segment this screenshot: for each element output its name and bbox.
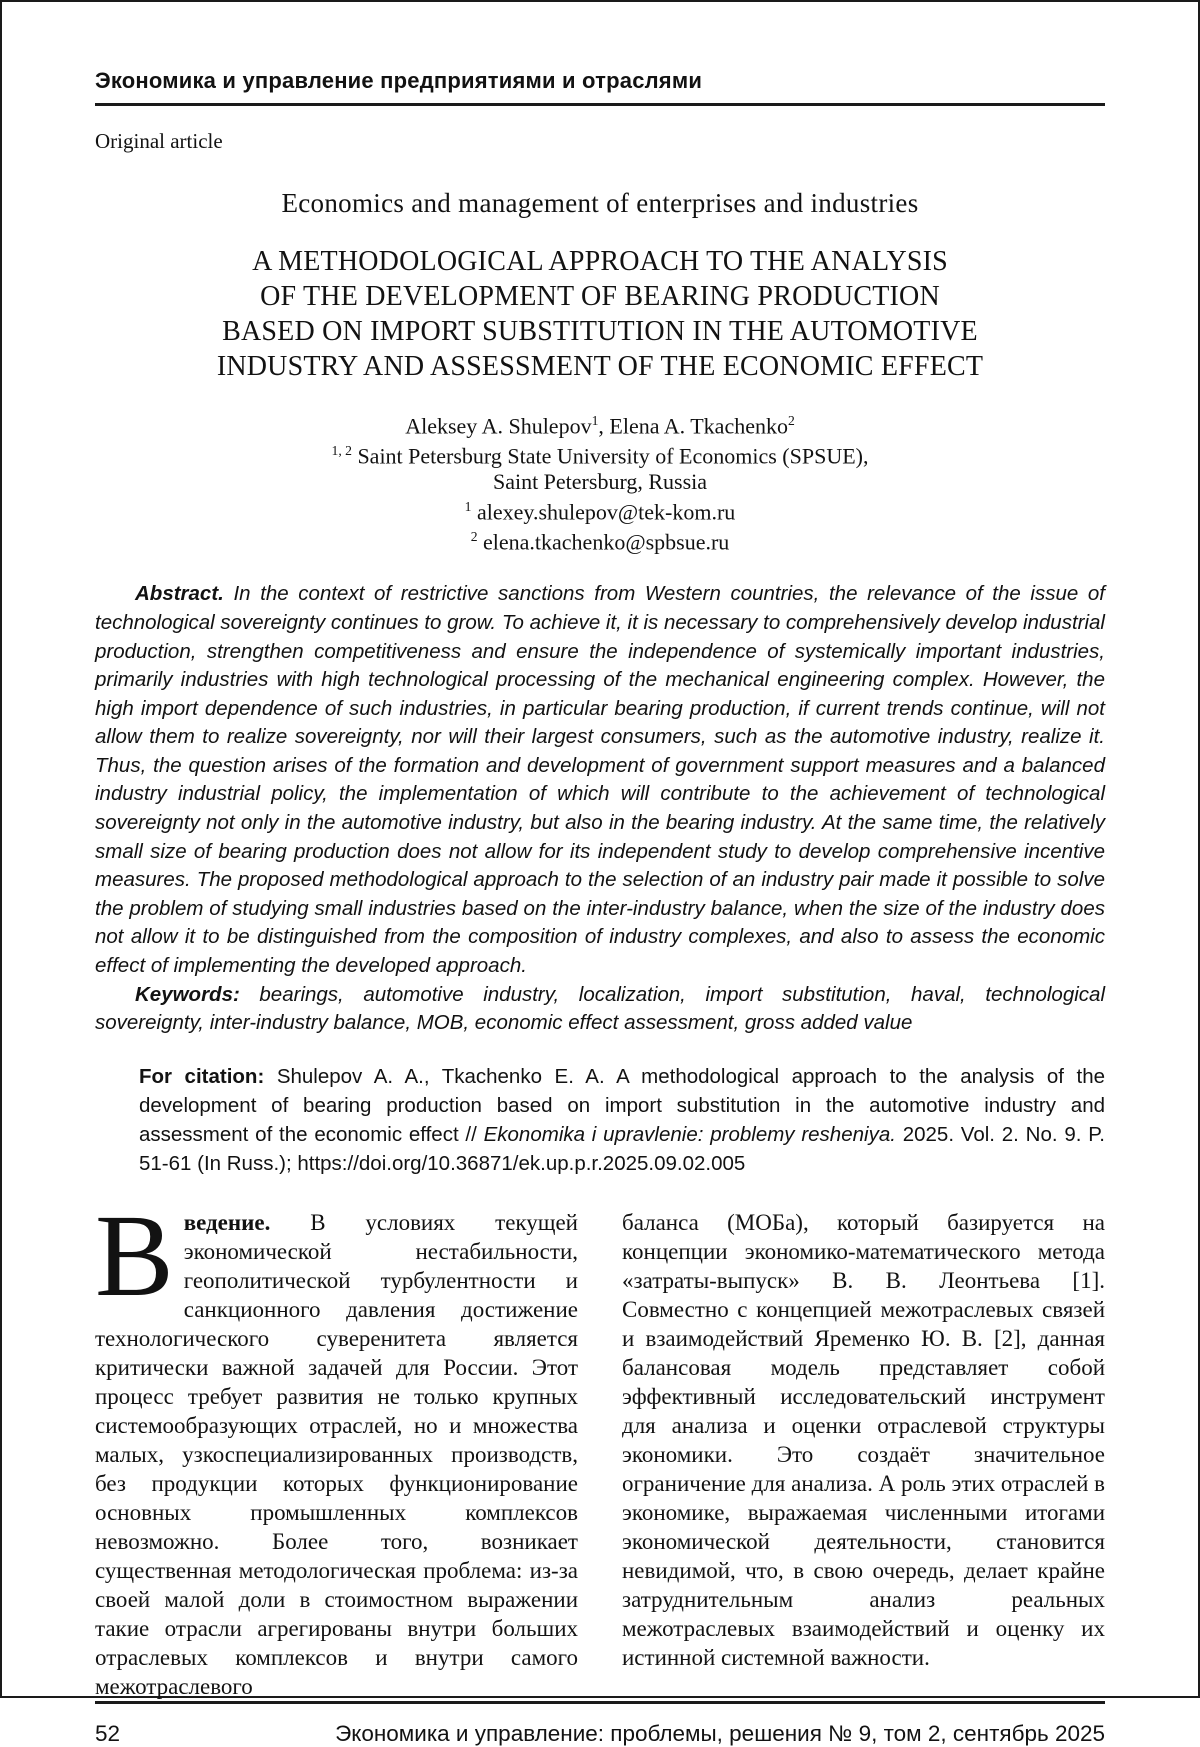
affiliation-superscript: 1, 2 bbox=[331, 443, 352, 459]
abstract-text: In the context of restrictive sanctions from Western countries, the relevance of the issue of technological sovereignty continues to grow. To achieve it, it is necessary to comprehensively develop industrial production, strengthen competitiveness and ensure the independence of systemically important industries, primarily industries with high technological processing of the mechanical engineering complex. However, the high import dependence of such industries, in particular bearing production, if current trends continue, will not allow them to realize sovereignty, nor will their largest consumers, such as the automotive industry, realize it. Thus, the question arises of the formation and development of government support measures and a balanced industry industrial policy, the implementation of which will contribute to the achievement of technological sovereignty not only in the automotive industry, but also in the bearing industry. At the same time, the relatively small size of bearing production does not allow for its independent study to develop comprehensive incentive measures. The proposed methodological approach to the selection of an industry pair made it possible to solve the problem of studying small industries based on the inter-industry balance, when the size of the industry does not allow it to be distinguished from the composition of industry complexes, and also to assess the economic effect of implementing the developed approach. bbox=[95, 582, 1105, 978]
keywords-text: bearings, automotive industry, localization, import substitution, haval, technological sovereignty, inter-industry balance, MOB, economic effect assessment, gross added value bbox=[95, 982, 1105, 1035]
article-title-line: OF THE DEVELOPMENT OF BEARING PRODUCTION bbox=[260, 281, 940, 312]
affiliation-city: Saint Petersburg, Russia bbox=[492, 468, 708, 494]
introduction-heading: ведение. bbox=[183, 1209, 271, 1235]
affiliation-text: Saint Petersburg State University of Economics (SPSUE), bbox=[351, 443, 869, 469]
running-head: Экономика и управление предприятиями и отраслями bbox=[95, 68, 703, 93]
authors-block bbox=[95, 408, 1105, 554]
email-1-address: alexey.shulepov@tek-kom.ru bbox=[471, 498, 736, 524]
body-column-right bbox=[622, 1208, 1105, 1701]
body-column-left bbox=[95, 1189, 578, 1701]
abstract-keywords-section bbox=[95, 580, 1105, 1038]
author-1-superscript: 1 bbox=[591, 413, 599, 428]
article-title bbox=[95, 244, 1105, 384]
author-email-2 bbox=[95, 524, 1105, 554]
page-number: 52 bbox=[95, 1720, 121, 1746]
footer-row bbox=[95, 1721, 1105, 1747]
author-email-1 bbox=[95, 494, 1105, 524]
email-2-address: elena.tkachenko@spbsue.ru bbox=[477, 529, 730, 555]
author-2-superscript: 2 bbox=[787, 413, 795, 428]
author-separator: , bbox=[598, 413, 610, 439]
citation-details: 2025. Vol. 2. No. 9. P. 51-61 (In Russ.); https://doi.org/10.36871/ek.up.p.r.2025.09.02.005 bbox=[139, 1122, 1105, 1175]
abstract-label: Abstract. bbox=[135, 582, 224, 606]
section-title: Economics and management of enterprises and industries bbox=[281, 188, 919, 218]
article-type-label: Original article bbox=[95, 129, 223, 153]
keywords-paragraph bbox=[95, 981, 1105, 1038]
article-title-line: A METHODOLOGICAL APPROACH TO THE ANALYSIS bbox=[252, 246, 948, 277]
citation-label: For citation: bbox=[139, 1064, 265, 1088]
author-names bbox=[95, 408, 1105, 438]
affiliation bbox=[95, 438, 1105, 468]
citation-block bbox=[139, 1062, 1105, 1178]
author-name-1: Aleksey A. Shulepov bbox=[405, 413, 592, 439]
citation-journal-name: Ekonomika i upravlenie: problemy resheniya. bbox=[483, 1122, 896, 1146]
body-column-right-text: баланса (МОБа), который базируется на концепции экономико-математического метода «затраты-выпуск» В. В. Леонтьева [1]. Совместно с концепцией межотраслевых связей и взаимодействий Яременко Ю. В. [2], данная балансовая модель представляет собой эффективный исследовательский инструмент для анализа и оценки отраслевой структуры экономики. Это создаёт значительное ограничение для анализа. А роль этих отраслей в экономике, выражаемая численными итогами экономической деятельности, становится невидимой, что, в свою очередь, делает крайне затруднительным анализ реальных межотраслевых взаимодействий и оценку их истинной системной важности. bbox=[622, 1209, 1105, 1670]
dropcap-letter: В bbox=[95, 1189, 174, 1321]
article-title-line: INDUSTRY AND ASSESSMENT OF THE ECONOMIC EFFECT bbox=[216, 351, 984, 382]
email-2-superscript: 2 bbox=[470, 528, 478, 544]
keywords-label: Keywords: bbox=[135, 982, 240, 1006]
body-column-left-text: В условиях текущей экономической нестабильности, геополитической турбулентности и санкционного давления достижение технологического суверенитета является критически важной задачей для России. Этот процесс требует развития не только крупных системообразующих отраслей, но и множества малых, узкоспециализированных производств, без продукции которых функционирование основных промышленных комплексов невозможно. Более того, возникает существенная методологическая проблема: из-за своей малой доли в стоимостном выражении такие отрасли агрегированы внутри больших отраслевых комплексов и внутри самого межотраслевого bbox=[95, 1209, 578, 1699]
page-footer bbox=[95, 1701, 1105, 1747]
abstract-paragraph bbox=[95, 580, 1105, 980]
footer-divider bbox=[95, 1701, 1105, 1704]
header-divider bbox=[95, 103, 1105, 106]
email-1-superscript: 1 bbox=[464, 498, 472, 514]
body-text bbox=[95, 1189, 1105, 1701]
journal-footer-line: Экономика и управление: проблемы, решения № 9, том 2, сентябрь 2025 bbox=[335, 1720, 1105, 1746]
author-name-2: Elena A. Tkachenko bbox=[609, 413, 788, 439]
article-title-line: BASED ON IMPORT SUBSTITUTION IN THE AUTOMOTIVE bbox=[222, 316, 978, 347]
citation-text: Shulepov A. A., Tkachenko E. A. A methodological approach to the analysis of the development of bearing production based on import substitution in the automotive industry and assessment of the economic effect // bbox=[139, 1064, 1105, 1146]
